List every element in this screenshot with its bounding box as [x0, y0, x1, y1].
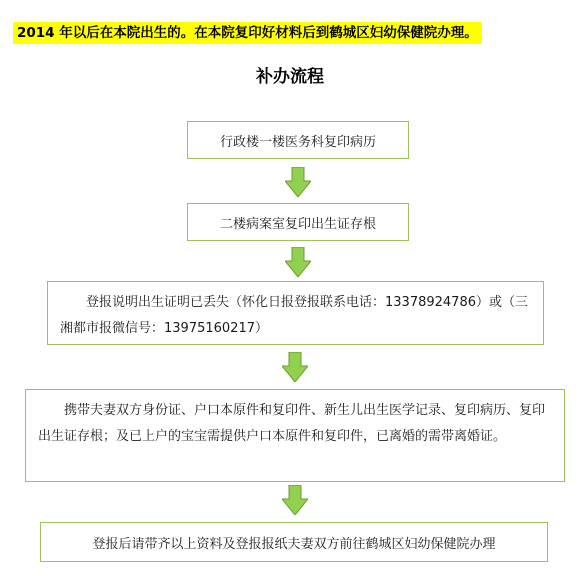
flow-step-2 [187, 203, 409, 241]
down-arrow-icon [285, 247, 311, 277]
flow-step-1 [187, 121, 409, 159]
flow-step-4 [25, 389, 565, 482]
notice-banner: 2014 年以后在本院出生的。在本院复印好材料后到鹤城区妇幼保健院办理。 [13, 22, 482, 44]
flow-step-4-text: 携带夫妻双方身份证、户口本原件和复印件、新生儿出生医学记录、复印病历、复印出生证存根；及已上户的宝宝需提供户口本原件和复印件，已离婚的需带离婚证。 [38, 403, 546, 444]
flow-step-5 [40, 522, 548, 562]
flow-step-5-text: 登报后请带齐以上资料及登报报纸夫妻双方前往鹤城区妇幼保健院办理 [92, 536, 496, 552]
flow-step-3 [47, 281, 544, 345]
flow-step-3-text: 登报说明出生证明已丢失（怀化日报登报联系电话：13378924786）或（三湘都市报微信号：13975160217） [60, 295, 528, 336]
down-arrow-icon [282, 485, 308, 515]
flow-step-2-text: 二楼病案室复印出生证存根 [219, 216, 376, 232]
down-arrow-icon [285, 167, 311, 197]
flow-step-1-text: 行政楼一楼医务科复印病历 [219, 134, 376, 150]
down-arrow-icon [282, 352, 308, 382]
page-title: 补办流程 [256, 67, 324, 87]
